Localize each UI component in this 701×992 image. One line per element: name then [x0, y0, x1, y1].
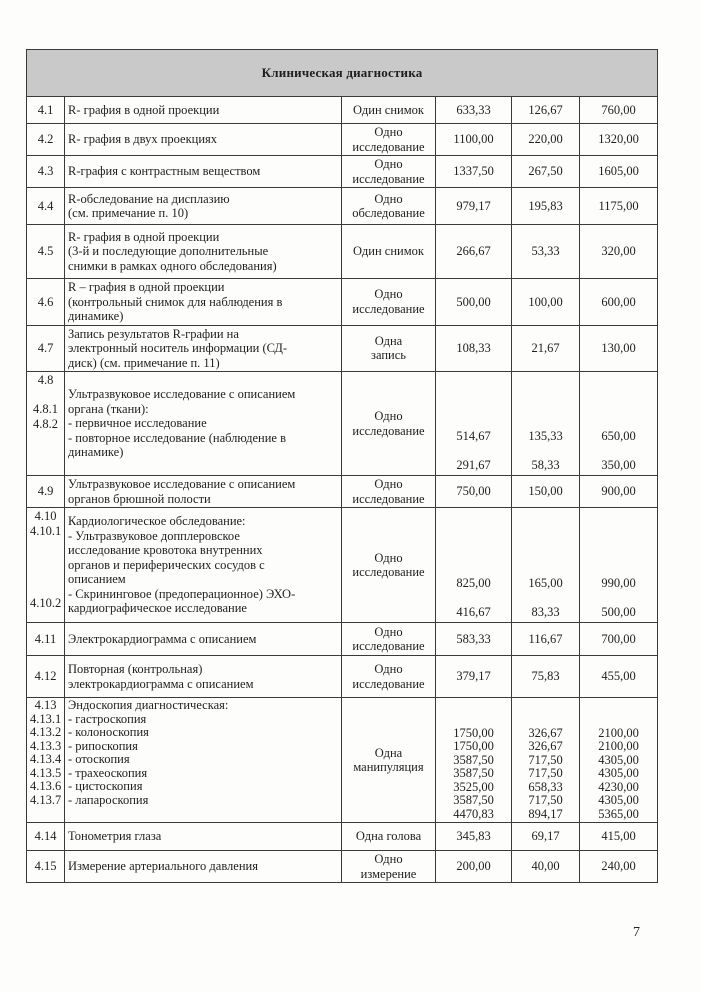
cell-line: 326,67	[528, 739, 563, 753]
cell-line: 266,67	[456, 244, 491, 259]
cell-line: Один снимок	[353, 244, 424, 259]
cell-line	[30, 388, 61, 403]
row-number	[27, 124, 65, 156]
row-service-name	[65, 225, 342, 279]
cell-line: 415,00	[601, 829, 636, 844]
row-price-base	[436, 225, 512, 279]
cell-line: 717,50	[528, 766, 563, 780]
section-header-row	[27, 50, 658, 97]
cell-line: 126,67	[528, 102, 563, 117]
table-row	[27, 698, 658, 823]
cell-line: 4.15	[34, 859, 57, 874]
cell-line: 825,00	[456, 575, 491, 590]
cell-line: Одна	[374, 333, 403, 348]
cell-line: Одно	[374, 157, 403, 171]
cell-line: Один снимок	[353, 102, 424, 117]
cell-line: 4.13.3	[30, 738, 62, 753]
cell-line: Измерение артериального давления	[68, 859, 258, 874]
row-price-total	[580, 124, 658, 156]
cell-line: манипуляция	[353, 760, 424, 774]
cell-line: органа (ткани):	[68, 401, 149, 416]
cell-line: 1175,00	[598, 198, 639, 213]
row-service-name	[65, 325, 342, 372]
cell-line: Эндоскопия диагностическая:	[68, 698, 229, 712]
row-price-base	[436, 97, 512, 124]
cell-line: 990,00	[601, 575, 636, 590]
cell-line: Одно	[374, 191, 403, 206]
row-unit	[342, 698, 436, 823]
row-price-base	[436, 823, 512, 851]
cell-line: 2100,00	[598, 739, 639, 753]
cell-line: 4305,00	[598, 752, 639, 767]
row-price-base	[436, 325, 512, 372]
cell-line	[583, 443, 654, 458]
row-price-total	[580, 698, 658, 823]
table-row	[27, 851, 658, 883]
row-price-base	[436, 124, 512, 156]
row-number	[27, 156, 65, 188]
cell-line: 3525,00	[453, 779, 494, 794]
cell-line: 4.14	[34, 829, 57, 844]
row-service-name	[65, 656, 342, 698]
cell-line: исследование	[352, 423, 425, 438]
row-price-total	[580, 851, 658, 883]
row-unit	[342, 97, 436, 124]
cell-line: Одно	[374, 125, 403, 139]
cell-line: описанием	[68, 572, 126, 587]
cell-line: 69,17	[531, 829, 560, 844]
cell-line: 750,00	[456, 484, 491, 499]
cell-line: Одно	[374, 409, 403, 423]
cell-line: (контрольный снимок для наблюдения в	[68, 294, 283, 309]
cell-line: - рипоскопия	[68, 738, 138, 753]
cell-line	[30, 567, 61, 582]
cell-line: 40,00	[531, 859, 560, 874]
row-service-name	[65, 97, 342, 124]
row-number	[27, 372, 65, 476]
row-unit	[342, 372, 436, 476]
cell-line: 4.5	[37, 244, 54, 259]
cell-line: исследование	[352, 565, 425, 579]
row-number	[27, 656, 65, 698]
row-service-name	[65, 823, 342, 851]
row-price-vat	[512, 476, 580, 508]
cell-line: 4.11	[34, 631, 57, 646]
cell-line: 4.10.2	[30, 596, 62, 610]
cell-line: - Ультразвуковое допплеровское	[68, 528, 240, 543]
row-unit	[342, 279, 436, 326]
cell-line: Одна голова	[355, 829, 422, 844]
row-price-total	[580, 372, 658, 476]
row-service-name	[65, 279, 342, 326]
table-row	[27, 372, 658, 476]
cell-line: органов брюшной полости	[68, 491, 211, 506]
cell-line: 75,83	[531, 669, 560, 684]
row-price-vat	[512, 372, 580, 476]
row-service-name	[65, 372, 342, 476]
cell-line: Одна	[374, 745, 403, 760]
row-number	[27, 823, 65, 851]
cell-line: 4.10.1	[30, 523, 62, 538]
cell-line: Тонометрия глаза	[68, 829, 162, 844]
cell-line: - трахеоскопия	[68, 765, 148, 780]
section-title: Клиническая диагностика	[27, 50, 658, 97]
cell-line: 108,33	[456, 341, 491, 355]
row-unit	[342, 508, 436, 623]
row-price-total	[580, 325, 658, 372]
table-row	[27, 97, 658, 124]
table-row	[27, 124, 658, 156]
page-number: 7	[633, 925, 640, 940]
cell-line: 4.9	[37, 484, 54, 499]
cell-line: 2100,00	[598, 725, 639, 740]
cell-line: Одно	[374, 477, 403, 491]
cell-line: 379,17	[456, 669, 491, 684]
cell-line: 4.13	[34, 698, 57, 712]
row-price-total	[580, 656, 658, 698]
cell-line	[515, 443, 576, 458]
row-price-base	[436, 656, 512, 698]
cell-line: снимки в рамках одного обследования)	[68, 258, 277, 273]
row-price-base	[436, 508, 512, 623]
cell-line	[30, 553, 61, 568]
table-row	[27, 476, 658, 508]
row-price-base	[436, 372, 512, 476]
cell-line: 633,33	[456, 102, 491, 117]
cell-line: 1750,00	[453, 725, 494, 740]
cell-line: 1337,50	[453, 164, 494, 179]
price-table	[26, 49, 658, 883]
row-price-base	[436, 279, 512, 326]
table-row	[27, 623, 658, 656]
cell-line: 4.3	[37, 164, 54, 179]
cell-line: 4.13.7	[30, 792, 62, 807]
cell-line: 5365,00	[598, 806, 639, 821]
cell-line: 1605,00	[598, 164, 639, 179]
row-price-total	[580, 623, 658, 656]
cell-line: Одно	[374, 624, 403, 639]
row-number	[27, 698, 65, 823]
cell-line: 4.10	[34, 509, 57, 523]
cell-line: 83,33	[531, 604, 560, 619]
cell-line: 894,17	[528, 806, 563, 821]
cell-line: 760,00	[601, 102, 636, 117]
cell-line: 1320,00	[598, 132, 639, 147]
cell-line	[30, 582, 61, 597]
row-price-total	[580, 156, 658, 188]
row-price-base	[436, 476, 512, 508]
row-service-name	[65, 698, 342, 823]
cell-line: электронный носитель информации (СД-	[68, 341, 288, 355]
row-price-vat	[512, 156, 580, 188]
table-row	[27, 508, 658, 623]
cell-line: исследование	[352, 639, 425, 653]
cell-line: 100,00	[528, 294, 563, 309]
cell-line: исследование	[352, 139, 425, 154]
cell-line	[439, 443, 508, 458]
cell-line: R-графия с контрастным веществом	[68, 164, 261, 179]
row-service-name	[65, 124, 342, 156]
cell-line: (3-й и последующие дополнительные	[68, 244, 269, 259]
cell-line: 4.6	[37, 294, 54, 309]
row-price-base	[436, 188, 512, 225]
table-row	[27, 823, 658, 851]
row-number	[27, 508, 65, 623]
cell-line: 220,00	[528, 132, 563, 147]
row-price-vat	[512, 851, 580, 883]
cell-line: Повторная (контрольная)	[68, 662, 203, 676]
cell-line: исследование кровотока внутренних	[68, 543, 263, 558]
cell-line: 900,00	[601, 484, 636, 499]
cell-line: 514,67	[456, 428, 491, 443]
cell-line: 600,00	[601, 294, 636, 309]
row-price-vat	[512, 188, 580, 225]
cell-line: 3587,50	[453, 752, 494, 767]
cell-line: 58,33	[531, 457, 560, 472]
row-price-total	[580, 188, 658, 225]
row-price-base	[436, 156, 512, 188]
cell-line: 21,67	[531, 341, 560, 355]
cell-line: Одно	[374, 662, 403, 676]
cell-line: запись	[371, 348, 406, 363]
cell-line: обследование	[352, 206, 425, 220]
cell-line: 3587,50	[453, 766, 494, 780]
cell-line: 4.8	[37, 373, 54, 387]
row-price-vat	[512, 97, 580, 124]
cell-line: 4230,00	[598, 779, 639, 794]
row-service-name	[65, 851, 342, 883]
table-row	[27, 156, 658, 188]
cell-line: Запись результатов R-графии на	[68, 326, 239, 341]
row-price-vat	[512, 823, 580, 851]
row-unit	[342, 851, 436, 883]
cell-line: исследование	[352, 171, 425, 186]
cell-line: 717,50	[528, 793, 563, 807]
row-number	[27, 225, 65, 279]
cell-line: R – графия в одной проекции	[68, 280, 225, 294]
cell-line: 979,17	[456, 198, 491, 213]
cell-line: 500,00	[601, 604, 636, 619]
row-service-name	[65, 476, 342, 508]
row-price-vat	[512, 124, 580, 156]
cell-line: 583,33	[456, 631, 491, 646]
cell-line: Одно	[374, 550, 403, 565]
cell-line: кардиографическое исследование	[68, 601, 247, 616]
cell-line: 53,33	[531, 244, 560, 259]
cell-line: R- графия в одной проекции	[68, 102, 220, 117]
row-service-name	[65, 508, 342, 623]
cell-line: 455,00	[601, 669, 636, 684]
cell-line	[439, 590, 508, 605]
cell-line: - цистоскопия	[68, 779, 143, 793]
cell-line: 700,00	[601, 631, 636, 646]
cell-line: 165,00	[528, 575, 563, 590]
cell-line: R- графия в одной проекции	[68, 229, 220, 244]
cell-line: 240,00	[601, 859, 636, 874]
cell-line: 116,67	[528, 631, 563, 646]
row-number	[27, 279, 65, 326]
cell-line: R-обследование на дисплазию	[68, 191, 230, 206]
cell-line: - гастроскопия	[68, 711, 147, 726]
row-price-total	[580, 225, 658, 279]
cell-line: 4.13.5	[30, 765, 62, 780]
row-price-vat	[512, 623, 580, 656]
cell-line: 500,00	[456, 294, 491, 309]
cell-line: 4305,00	[598, 766, 639, 780]
row-number	[27, 97, 65, 124]
cell-line: 326,67	[528, 725, 563, 740]
cell-line: исследование	[352, 676, 425, 691]
row-price-total	[580, 823, 658, 851]
cell-line: R- графия в двух проекциях	[68, 132, 218, 147]
table-row	[27, 188, 658, 225]
cell-line: 4.13.6	[30, 779, 62, 793]
row-price-vat	[512, 225, 580, 279]
cell-line: 1750,00	[453, 739, 494, 753]
cell-line: диск) (см. примечание п. 11)	[68, 355, 220, 370]
cell-line: 135,33	[528, 428, 563, 443]
cell-line: Одно	[374, 287, 403, 302]
cell-line	[30, 538, 61, 553]
row-unit	[342, 225, 436, 279]
cell-line: электрокардиограмма с описанием	[68, 676, 254, 691]
cell-line: - лапароскопия	[68, 792, 149, 807]
row-unit	[342, 188, 436, 225]
cell-line: 320,00	[601, 244, 636, 259]
table-row	[27, 225, 658, 279]
cell-line: динамике)	[68, 309, 124, 323]
row-unit	[342, 623, 436, 656]
row-price-vat	[512, 698, 580, 823]
cell-line: Ультразвуковое исследование с описанием	[68, 477, 296, 491]
cell-line: 650,00	[601, 428, 636, 443]
row-service-name	[65, 156, 342, 188]
cell-line: Ультразвуковое исследование с описанием	[68, 387, 296, 402]
cell-line: исследование	[352, 301, 425, 316]
row-price-total	[580, 508, 658, 623]
row-price-vat	[512, 279, 580, 326]
cell-line: 717,50	[528, 752, 563, 767]
cell-line: (см. примечание п. 10)	[68, 206, 189, 220]
table-row	[27, 656, 658, 698]
cell-line: 1100,00	[453, 132, 494, 147]
cell-line: 4.2	[37, 132, 54, 147]
cell-line: - повторное исследование (наблюдение в	[68, 430, 286, 445]
row-number	[27, 476, 65, 508]
cell-line: 4.7	[37, 341, 54, 355]
cell-line: 4.4	[37, 198, 54, 213]
cell-line: измерение	[360, 866, 417, 881]
row-price-base	[436, 851, 512, 883]
cell-line: 4.8.1	[33, 402, 58, 416]
row-price-total	[580, 97, 658, 124]
cell-line: 267,50	[528, 164, 563, 179]
cell-line: Электрокардиограмма с описанием	[68, 631, 257, 646]
cell-line: исследование	[352, 491, 425, 506]
cell-line: динамике)	[68, 445, 124, 460]
cell-line	[583, 590, 654, 605]
row-unit	[342, 476, 436, 508]
row-unit	[342, 156, 436, 188]
cell-line: 4.13.4	[30, 752, 62, 766]
cell-line: 291,67	[456, 457, 491, 472]
cell-line: 150,00	[528, 484, 563, 499]
row-price-base	[436, 623, 512, 656]
row-service-name	[65, 188, 342, 225]
cell-line: 416,67	[456, 604, 491, 619]
cell-line: 130,00	[601, 341, 636, 355]
cell-line: 4.13.2	[30, 725, 62, 739]
cell-line: 4.12	[34, 669, 57, 684]
cell-line: - Скрининговое (предоперационное) ЭХО-	[68, 586, 296, 601]
row-number	[27, 325, 65, 372]
row-number	[27, 851, 65, 883]
cell-line: 350,00	[601, 457, 636, 472]
cell-line: 200,00	[456, 859, 491, 874]
cell-line: 3587,50	[453, 793, 494, 807]
cell-line: 345,83	[456, 829, 491, 844]
cell-line: 4.1	[37, 102, 54, 117]
cell-line: - первичное исследование	[68, 416, 207, 431]
cell-line	[515, 590, 576, 605]
cell-line: 4470,83	[453, 806, 494, 821]
cell-line: 658,33	[528, 779, 563, 794]
cell-line: органов и периферических сосудов с	[68, 557, 265, 572]
cell-line: - колоноскопия	[68, 725, 149, 739]
cell-line: 4.8.2	[33, 416, 58, 431]
row-price-total	[580, 279, 658, 326]
row-price-base	[436, 698, 512, 823]
row-number	[27, 188, 65, 225]
row-unit	[342, 823, 436, 851]
row-unit	[342, 656, 436, 698]
row-price-total	[580, 476, 658, 508]
table-row	[27, 279, 658, 326]
table-row	[27, 325, 658, 372]
cell-line: 4.13.1	[30, 711, 62, 726]
row-number	[27, 623, 65, 656]
row-price-vat	[512, 325, 580, 372]
cell-line: 195,83	[528, 198, 563, 213]
row-unit	[342, 325, 436, 372]
row-price-vat	[512, 656, 580, 698]
cell-line: - отоскопия	[68, 752, 130, 766]
row-unit	[342, 124, 436, 156]
cell-line: Кардиологическое обследование:	[68, 514, 246, 529]
row-service-name	[65, 623, 342, 656]
cell-line: Одно	[374, 852, 403, 866]
cell-line: 4305,00	[598, 793, 639, 807]
row-price-vat	[512, 508, 580, 623]
